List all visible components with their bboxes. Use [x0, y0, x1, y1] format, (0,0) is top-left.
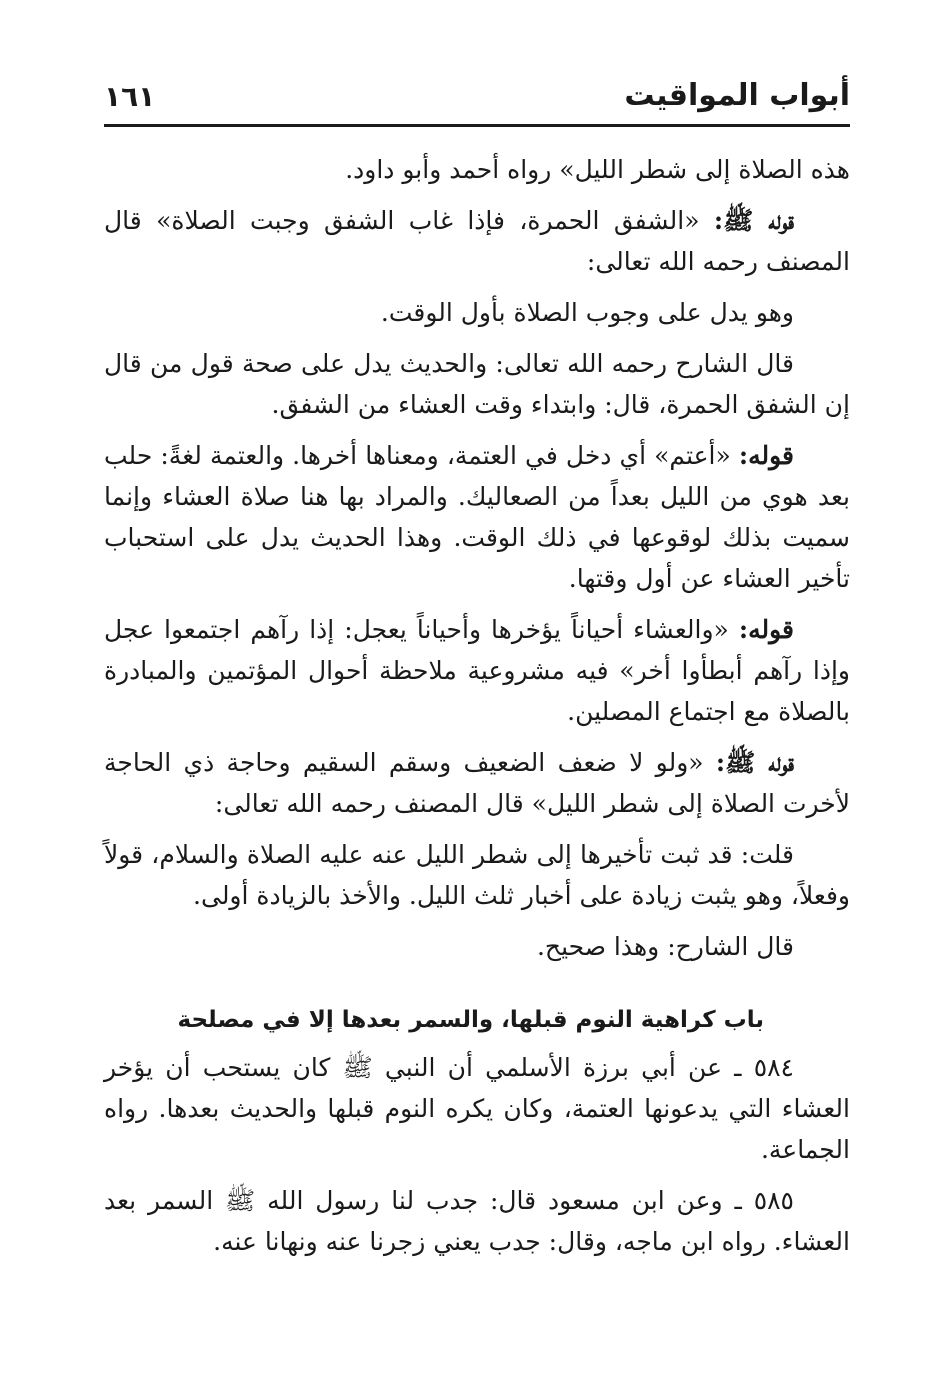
paragraph-lead: قوله ﷺ: [713, 206, 794, 235]
paragraph-text: قال الشارح رحمه الله تعالى: والحديث يدل على صحة قول من قال إن الشفق الحمرة، قال: وابتداء وقت العشاء من الشفق. [104, 349, 850, 419]
chapter-heading: باب كراهية النوم قبلها، والسمر بعدها إلا في مصلحة [177, 1007, 764, 1033]
hadith-text: ٥٨٤ ـ عن أبي برزة الأسلمي أن النبي ﷺ كان يستحب أن يؤخر العشاء التي يدعونها العتمة، وكان يكره النوم قبلها والحديث بعدها. رواه الجماعة. [104, 1053, 850, 1164]
paragraph [104, 435, 850, 599]
paragraph [104, 609, 850, 732]
paragraph-text: قال الشارح: وهذا صحيح. [536, 932, 794, 961]
page-number: ١٦١ [104, 80, 156, 113]
paragraph-lead: قوله: [738, 615, 794, 644]
paragraph-text: «والعشاء أحياناً يؤخرها وأحياناً يعجل: إذا رآهم اجتمعوا عجل وإذا رآهم أبطأوا أخر» فيه مشروعية ملاحظة أحوال المؤتمين والمبادرة بالصلاة مع اجتماع المصلين. [104, 615, 850, 726]
paragraph-lead: قوله: [738, 441, 794, 470]
paragraph-text: هذه الصلاة إلى شطر الليل» رواه أحمد وأبو داود. [345, 155, 850, 184]
body-text [104, 149, 850, 1262]
paragraph-text: «الشفق الحمرة، فإذا غاب الشفق وجبت الصلاة» قال المصنف رحمه الله تعالى: [104, 206, 850, 276]
paragraph [104, 834, 850, 916]
paragraph [104, 149, 850, 190]
paragraph-text: «ولو لا ضعف الضعيف وسقم السقيم وحاجة ذي الحاجة لأخرت الصلاة إلى شطر الليل» قال المصنف رحمه الله تعالى: [104, 748, 850, 818]
paragraph [104, 926, 850, 967]
running-title: أبواب المواقيت [624, 78, 850, 113]
hadith-entry [104, 1047, 850, 1170]
hadith-entry [104, 1180, 850, 1262]
paragraph-text: «أعتم» أي دخل في العتمة، ومعناها أخرها. والعتمة لغةً: حلب بعد هوي من الليل بعداً من الصعاليك. والمراد بها هنا صلاة العشاء وإنما سميت بذلك لوقوعها في ذلك الوقت. وهذا الحديث يدل على استحباب تأخير العشاء عن أول وقتها. [104, 441, 850, 593]
paragraph-lead: قوله ﷺ: [715, 748, 795, 777]
running-header [104, 70, 850, 127]
paragraph [104, 742, 850, 824]
paragraph [104, 200, 850, 282]
paragraph [104, 343, 850, 425]
paragraph [104, 292, 850, 333]
hadith-text: ٥٨٥ ـ وعن ابن مسعود قال: جدب لنا رسول الله ﷺ السمر بعد العشاء. رواه ابن ماجه، وقال: جدب يعني زجرنا عنه ونهانا عنه. [104, 1186, 850, 1256]
paragraph-text: وهو يدل على وجوب الصلاة بأول الوقت. [380, 298, 794, 327]
book-page [104, 70, 850, 1360]
paragraph-text: قلت: قد ثبت تأخيرها إلى شطر الليل عنه عليه الصلاة والسلام، قولاً وفعلاً، وهو يثبت زيادة على أخبار ثلث الليل. والأخذ بالزيادة أولى. [104, 840, 850, 910]
